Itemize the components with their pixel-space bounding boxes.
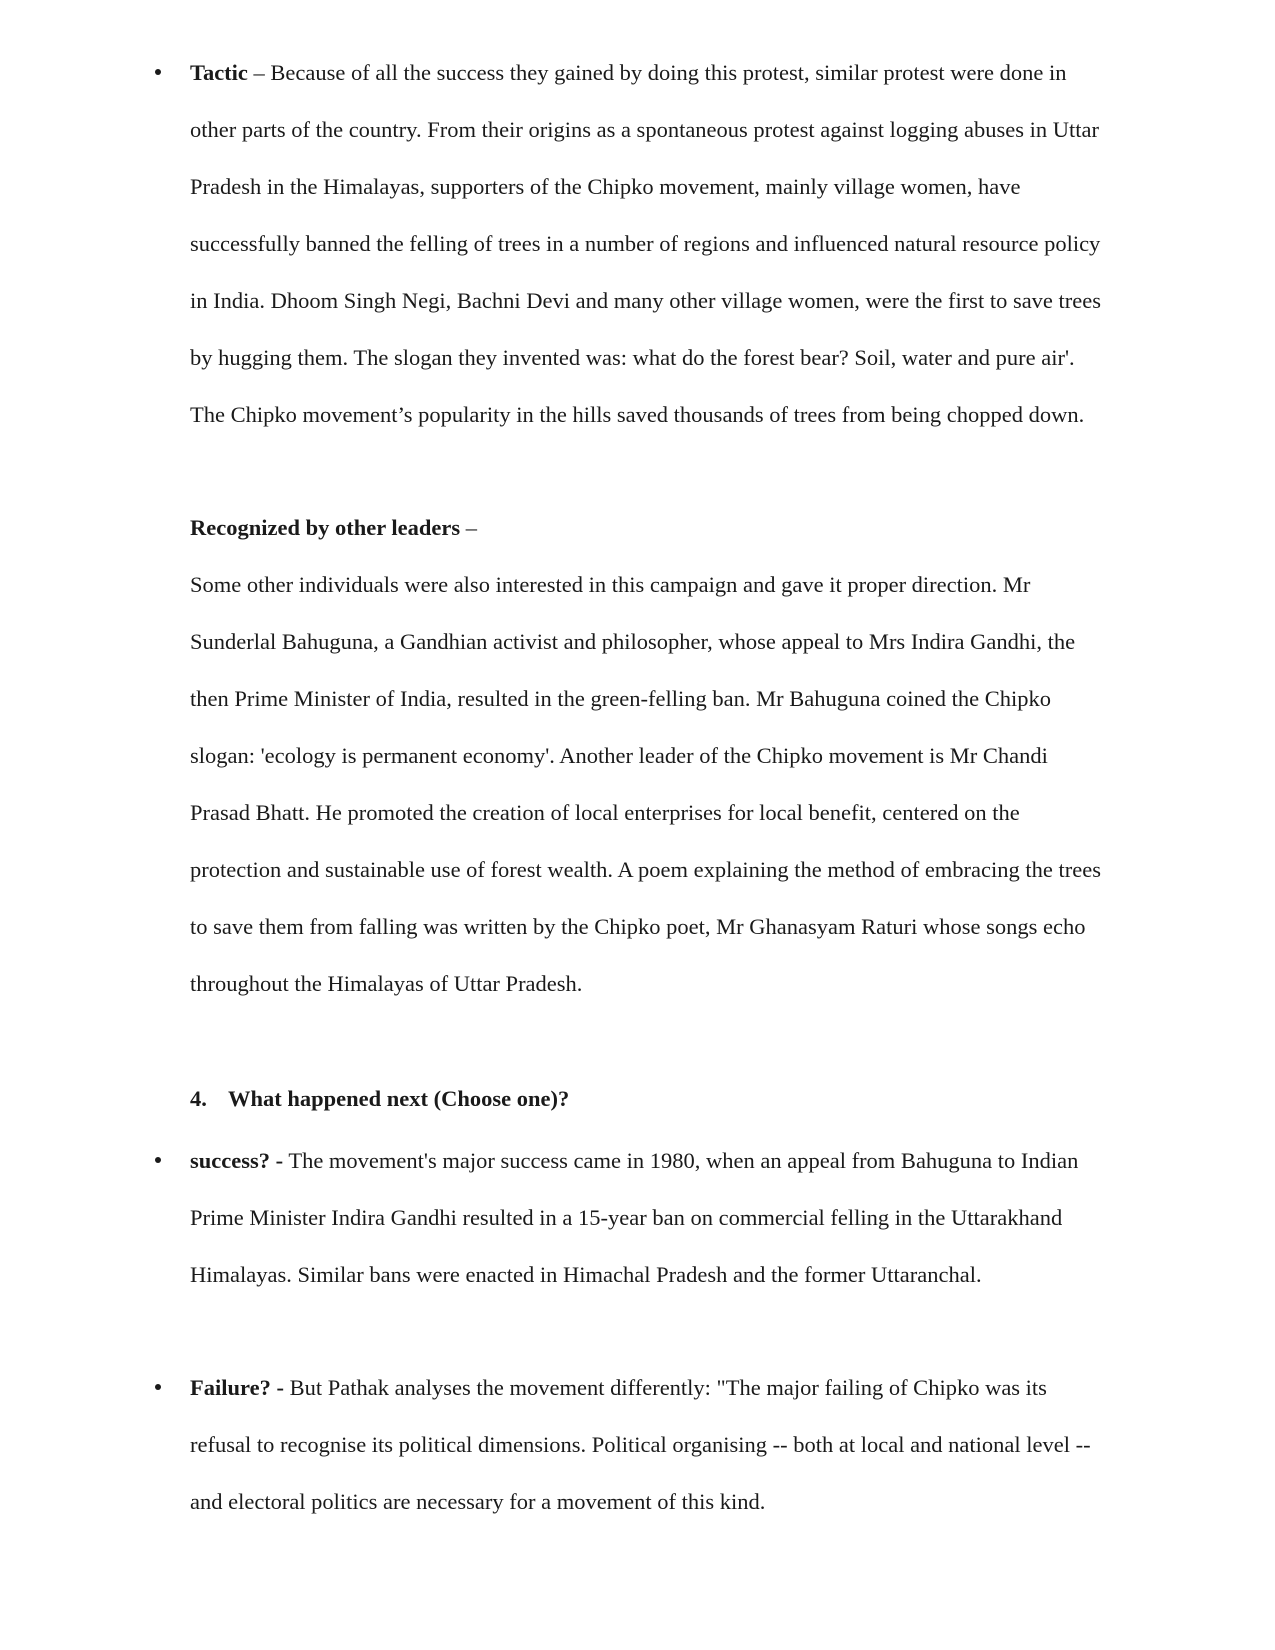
- tactic-label: Tactic: [190, 60, 248, 85]
- success-line-0: [190, 1132, 1205, 1189]
- recognized-line-7: throughout the Himalayas of Uttar Pradesh.: [190, 971, 583, 996]
- tactic-text-0: – Because of all the success they gained by doing this protest, similar protest were done in: [247, 60, 1067, 85]
- tactic-line-0: [190, 44, 1205, 101]
- success-paragraph: [190, 1132, 1205, 1303]
- tactic-paragraph: [190, 44, 1205, 443]
- failure-line-2: and electoral politics are necessary for a movement of this kind.: [190, 1489, 766, 1514]
- failure-label: Failure? -: [190, 1375, 284, 1400]
- question-text: What happened next (Choose one)?: [228, 1086, 570, 1111]
- recognized-line-5: protection and sustainable use of forest wealth. A poem explaining the method of embracing the trees: [190, 857, 1101, 882]
- failure-line-1: refusal to recognise its political dimensions. Political organising -- both at local and national level --: [190, 1432, 1091, 1457]
- recognized-line-6: to save them from falling was written by the Chipko poet, Mr Ghanasyam Raturi whose songs echo: [190, 914, 1086, 939]
- bullet-tactic: [152, 66, 166, 80]
- bullet-success: [152, 1154, 166, 1168]
- failure-line-0: [190, 1359, 1205, 1416]
- recognized-line-0: Some other individuals were also interested in this campaign and gave it proper direction. Mr: [190, 572, 1031, 597]
- tactic-line-4: in India. Dhoom Singh Negi, Bachni Devi and many other village women, were the first to save trees: [190, 288, 1102, 313]
- tactic-line-5: by hugging them. The slogan they invented was: what do the forest bear? Soil, water and pure air'.: [190, 345, 1075, 370]
- recognized-dash: –: [460, 515, 478, 540]
- recognized-paragraph: [190, 556, 1205, 1012]
- bullet-failure: [152, 1381, 166, 1395]
- success-text-0: The movement's major success came in 1980, when an appeal from Bahuguna to Indian: [283, 1148, 1079, 1173]
- failure-paragraph: [190, 1359, 1205, 1530]
- success-label: success? -: [190, 1148, 284, 1173]
- failure-text-0: But Pathak analyses the movement differently: "The major failing of Chipko was its: [283, 1375, 1047, 1400]
- tactic-line-6: The Chipko movement’s popularity in the hills saved thousands of trees from being chopped down.: [190, 402, 1085, 427]
- success-line-1: Prime Minister Indira Gandhi resulted in a 15-year ban on commercial felling in the Uttarakhand: [190, 1205, 1063, 1230]
- success-line-2: Himalayas. Similar bans were enacted in Himachal Pradesh and the former Uttaranchal.: [190, 1262, 982, 1287]
- recognized-line-4: Prasad Bhatt. He promoted the creation of local enterprises for local benefit, centered on the: [190, 800, 1020, 825]
- question-number: 4.: [190, 1086, 207, 1111]
- recognized-line-3: slogan: 'ecology is permanent economy'. Another leader of the Chipko movement is Mr Chandi: [190, 743, 1048, 768]
- question-heading: [190, 1084, 569, 1114]
- recognized-line-1: Sunderlal Bahuguna, a Gandhian activist and philosopher, whose appeal to Mrs Indira Gandhi, the: [190, 629, 1076, 654]
- tactic-line-3: successfully banned the felling of trees in a number of regions and influenced natural resource policy: [190, 231, 1101, 256]
- recognized-line-2: then Prime Minister of India, resulted in the green-felling ban. Mr Bahuguna coined the Chipko: [190, 686, 1052, 711]
- recognized-heading: [190, 513, 477, 543]
- tactic-line-2: Pradesh in the Himalayas, supporters of the Chipko movement, mainly village women, have: [190, 174, 1021, 199]
- tactic-line-1: other parts of the country. From their origins as a spontaneous protest against logging abuses in Uttar: [190, 117, 1099, 142]
- recognized-heading-text: Recognized by other leaders: [190, 515, 461, 540]
